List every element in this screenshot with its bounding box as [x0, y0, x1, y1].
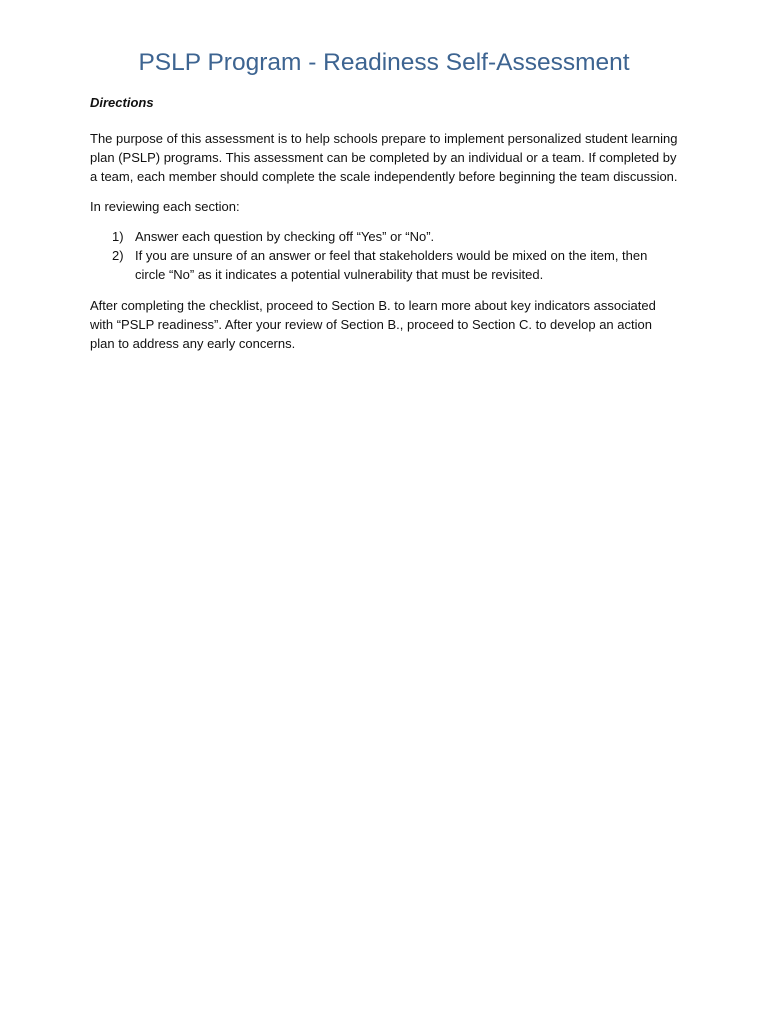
step-number: 2)	[112, 248, 124, 263]
review-intro: In reviewing each section:	[90, 199, 240, 214]
page-title: PSLP Program - Readiness Self-Assessment	[138, 49, 630, 76]
directions-heading: Directions	[90, 95, 154, 110]
step-text: Answer each question by checking off “Yes” or “No”.	[135, 229, 435, 244]
after-paragraph: After completing the checklist, proceed to Section B. to learn more about key indicators associated with “PSLP readiness”. After your review of Section B., proceed to Section C. to develop an action plan to address any early concerns.	[90, 298, 656, 351]
steps-list	[90, 227, 678, 284]
step-text: If you are unsure of an answer or feel that stakeholders would be mixed on the item, then circle “No” as it indicates a potential vulnerability that must be revisited.	[135, 248, 648, 282]
list-item	[90, 227, 678, 246]
step-number: 1)	[112, 229, 124, 244]
purpose-paragraph: The purpose of this assessment is to help schools prepare to implement personalized student learning plan (PSLP) programs. This assessment can be completed by an individual or a team. If completed by a team, each member should complete the scale independently before beginning the team discussion.	[90, 131, 678, 184]
list-item	[90, 246, 678, 284]
